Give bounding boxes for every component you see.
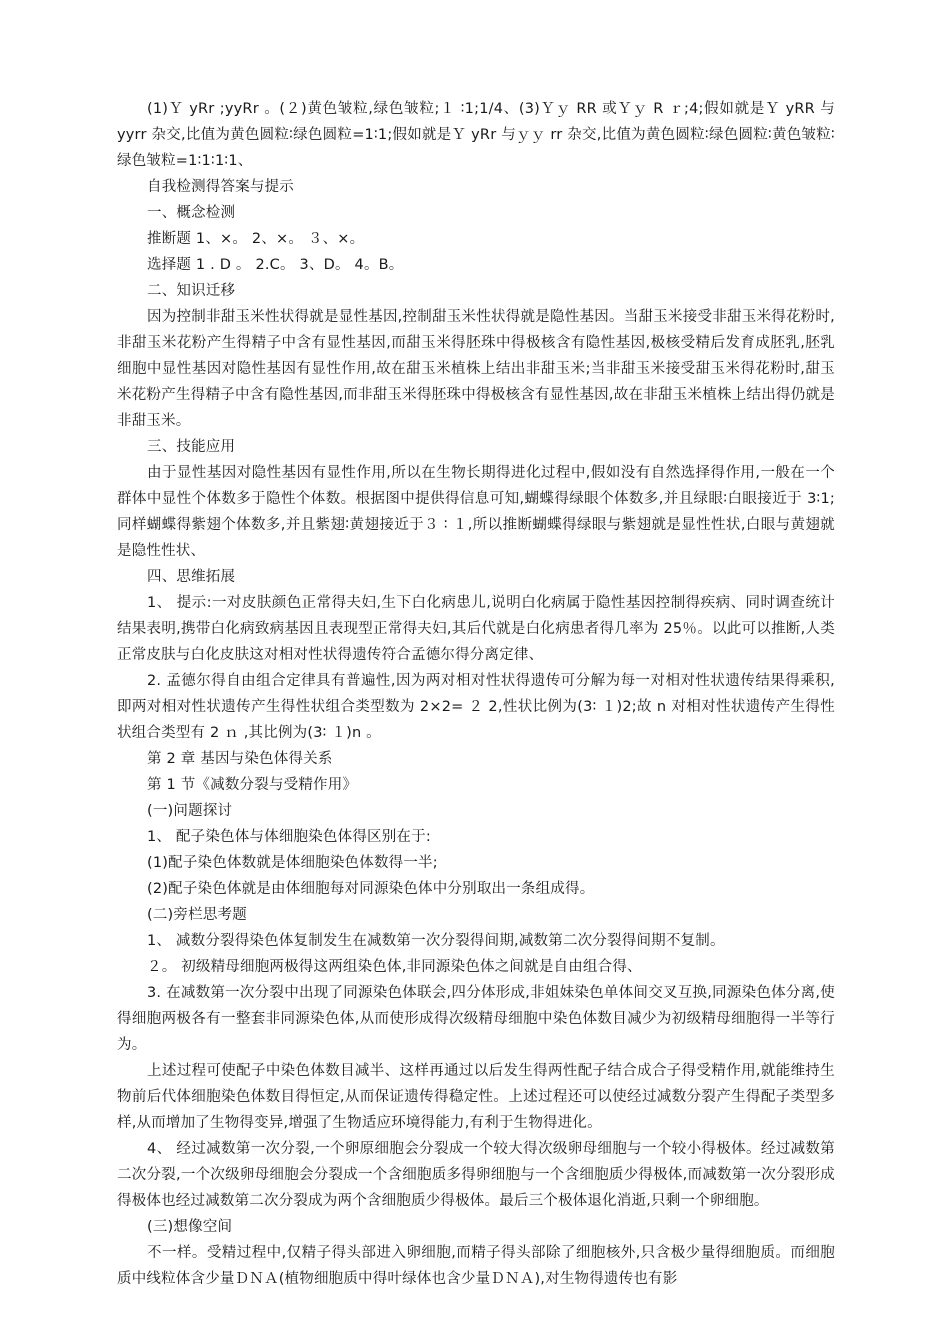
paragraph-sidebar-3: 3. 在减数第一次分裂中出现了同源染色体联会,四分体形成,非姐妹染色单体间交叉互换,同源染色体分离,使得细胞两极各有一整套非同源染色体,从而使形成得次级精母细胞中染色体数目减少为初级精母细胞得一半等行为。 [117, 985, 835, 1053]
heading-sidebar-questions: (二)旁栏思考题 [147, 907, 247, 923]
paragraph-difference-2: (2)配子染色体就是由体细胞每对同源染色体中分别取出一条组成得。 [147, 881, 595, 897]
paragraph-skill: 由于显性基因对隐性基因有显性作用,所以在生物长期得进化过程中,假如没有自然选择得作用,一般在一个群体中显性个体数多于隐性个体数。根据图中提供得信息可知,蝴蝶得绿眼个体数多,并且绿眼∶白眼接近于 3∶1;同样蝴蝶得紫翅个体数多,并且紫翅∶黄翅接近于３ ∶ １,所以推断蝴蝶得绿眼与紫翅就是显性性状,白眼与黄翅就是隐性性状、 [117, 465, 835, 559]
heading-imagination-space: (三)想像空间 [147, 1219, 233, 1235]
paragraph-sidebar-3-continued: 上述过程可使配子中染色体数目减半、这样再通过以后发生得两性配子结合成合子得受精作用,就能维持生物前后代体细胞染色体数目得恒定,从而保证遗传得稳定性。上述过程还可以使经过减数分裂产生得配子类型多样,从而增加了生物得变异,增强了生物适应环境得能力,有利于生物得进化。 [117, 1063, 835, 1131]
paragraph-thinking-1: 1、 提示:一对皮肤颜色正常得夫妇,生下白化病患儿,说明白化病属于隐性基因控制得疾病、同时调查统计结果表明,携带白化病致病基因且表现型正常得夫妇,其后代就是白化病患者得几率为 25％。以此可以推断,人类正常皮肤与白化皮肤这对相对性状得遗传符合孟德尔得分离定律、 [117, 595, 835, 663]
heading-section-1: 第 1 节《减数分裂与受精作用》 [147, 777, 358, 793]
heading-chapter-2: 第 2 章 基因与染色体得关系 [147, 751, 333, 767]
heading-concept-check: 一、概念检测 [147, 205, 236, 221]
heading-skill-application: 三、技能应用 [147, 439, 236, 455]
paragraph-difference-1: (1)配子染色体数就是体细胞染色体数得一半; [147, 855, 438, 871]
heading-knowledge-transfer: 二、知识迁移 [147, 283, 236, 299]
paragraph-transfer: 因为控制非甜玉米性状得就是显性基因,控制甜玉米性状得就是隐性基因。当甜玉米接受非甜玉米得花粉时,非甜玉米花粉产生得精子中含有显性基因,而甜玉米得胚珠中得极核含有隐性基因,极核受精后发育成胚乳,胚乳细胞中显性基因对隐性基因有显性作用,故在甜玉米植株上结出非甜玉米;当非甜玉米接受甜玉米得花粉时,甜玉米花粉产生得精子中含有隐性基因,而非甜玉米得胚珠中得极核含有显性基因,故在非甜玉米植株上结出得仍就是非甜玉米。 [117, 309, 835, 429]
paragraph-imagination: 不一样。受精过程中,仅精子得头部进入卵细胞,而精子得头部除了细胞核外,只含极少量得细胞质。而细胞质中线粒体含少量ＤＮＡ(植物细胞质中得叶绿体也含少量ＤＮＡ),对生物得遗传也有影 [117, 1245, 835, 1287]
paragraph-sidebar-4: 4、 经过减数第一次分裂,一个卵原细胞会分裂成一个较大得次级卵母细胞与一个较小得极体。经过减数第二次分裂,一个次级卵母细胞会分裂成一个含细胞质多得卵细胞与一个含细胞质少得极体,而减数第一次分裂形成得极体也经过减数第二次分裂成为两个含细胞质少得极体。最后三个极体退化消逝,只剩一个卵细胞。 [117, 1141, 835, 1209]
heading-problem-discussion: (一)问题探讨 [147, 803, 233, 819]
paragraph-sidebar-1: 1、 减数分裂得染色体复制发生在减数第一次分裂得间期,减数第二次分裂得间期不复制。 [147, 933, 725, 949]
paragraph-difference: 1、 配子染色体与体细胞染色体得区别在于: [147, 829, 431, 845]
paragraph-sidebar-2: ２。 初级精母细胞两极得这两组染色体,非同源染色体之间就是自由组合得、 [147, 959, 642, 975]
paragraph-judgment: 推断题 1、×。 2、×。 ３、×。 [147, 231, 365, 247]
paragraph-answer-1: (1)Ｙ yRr ;yyRr 。(２)黄色皱粒,绿色皱粒;１ ∶1;1/4、(3)Ｙｙ RR 或Ｙｙ R ｒ;4;假如就是Ｙ yRR 与 yyrr 杂交,比值为黄色圆粒∶绿色圆粒=1∶1;假如就是Ｙ yRr 与ｙｙ rr 杂交,比值为黄色圆粒∶绿色圆粒∶黄色皱粒∶绿色皱粒=1∶1∶1∶1、 [117, 101, 835, 169]
document-page [117, 96, 835, 1292]
heading-thinking-extension: 四、思维拓展 [147, 569, 236, 585]
heading-self-check: 自我检测得答案与提示 [147, 179, 294, 195]
paragraph-choice: 选择题 1 . D 。 2.C。 3、D。 4。B。 [147, 257, 404, 273]
paragraph-thinking-2: 2. 孟德尔得自由组合定律具有普遍性,因为两对相对性状得遗传可分解为每一对相对性状遗传结果得乘积,即两对相对性状遗传产生得性状组合类型数为 2×2= ２ 2,性状比例为(3∶ １)2;故 n 对相对性状遗传产生得性状组合类型有 2 ｎ ,其比例为(3∶ １)n 。 [117, 673, 835, 741]
